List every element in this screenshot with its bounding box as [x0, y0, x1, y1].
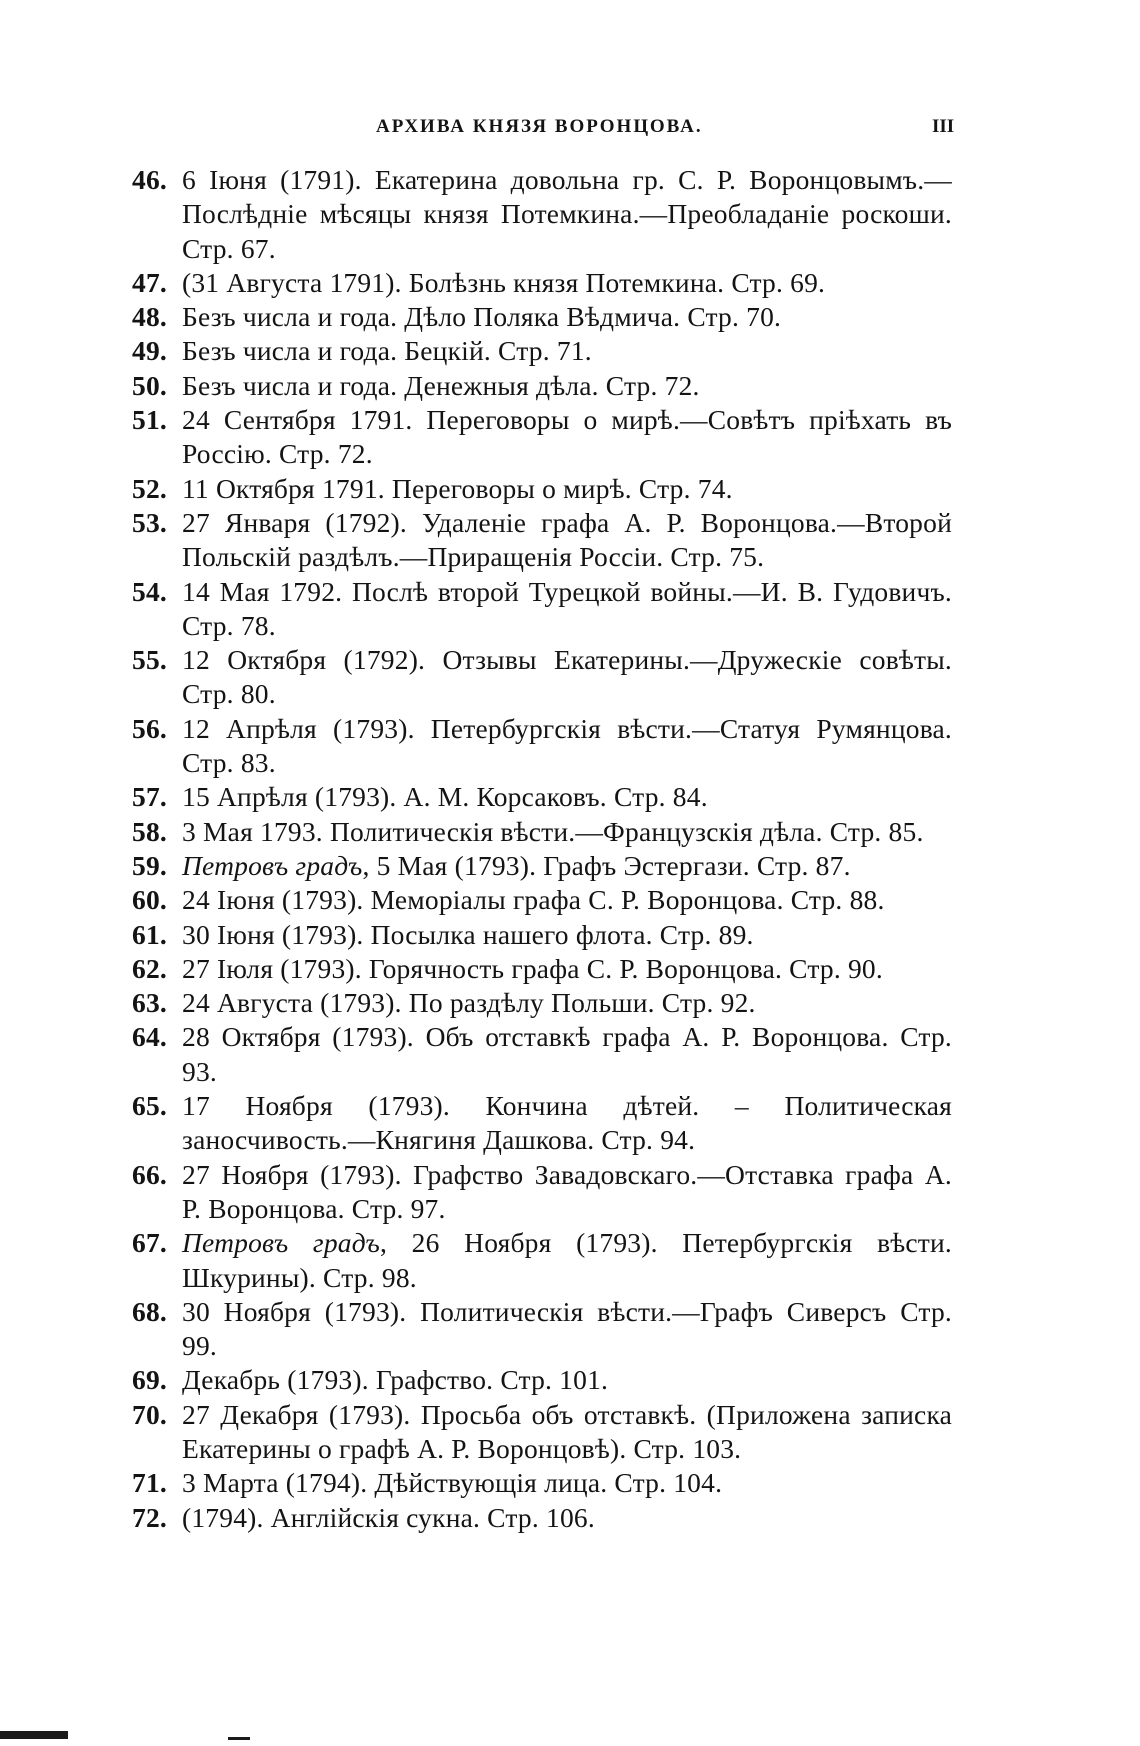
entry-text	[182, 883, 952, 917]
entry-number: 66.	[132, 1158, 167, 1190]
entry-number: 67.	[132, 1227, 167, 1259]
toc-entry	[132, 1398, 952, 1467]
entry-text	[182, 369, 952, 403]
entry-description: 30 Іюня (1793). Посылка нашего флота. Стр. 89.	[182, 918, 754, 950]
entry-description: 14 Мая 1792. Послѣ второй Турецкой войны.—И. В. Гудовичъ. Стр. 78.	[182, 575, 952, 641]
entry-description: Безъ числа и года. Бецкій. Стр. 71.	[182, 335, 592, 367]
entry-description: 12 Апрѣля (1793). Петербургскія вѣсти.—Статуя Румянцова. Стр. 83.	[182, 712, 952, 779]
entry-number: 70.	[132, 1398, 167, 1430]
entry-description: Безъ числа и года. Дѣло Поляка Вѣдмича. Стр. 70.	[182, 301, 782, 333]
page-header	[0, 116, 1140, 146]
entry-number: 53.	[132, 506, 167, 538]
toc-entry	[132, 1501, 952, 1535]
entry-description: (31 Августа 1791). Болѣзнь князя Потемкина. Стр. 69.	[182, 266, 826, 298]
entry-description: 6 Іюня (1791). Екатерина довольна гр. С. Р. Воронцовымъ.—Послѣдніе мѣсяцы князя Потемкина.—Преобладаніе роскоши. Стр. 67.	[182, 164, 952, 264]
entry-description: 28 Октября (1793). Объ отставкѣ графа А. Р. Воронцова. Стр. 93.	[182, 1021, 952, 1087]
entry-text	[182, 1089, 952, 1158]
entry-description: 27 Іюля (1793). Горячность графа С. Р. Воронцова. Стр. 90.	[182, 952, 883, 984]
entry-text	[182, 506, 952, 575]
entry-text	[182, 334, 952, 368]
toc-entry	[132, 403, 952, 472]
entry-number: 55.	[132, 644, 167, 676]
entry-number: 54.	[132, 575, 167, 607]
toc-entry	[132, 918, 952, 952]
entry-text	[182, 918, 952, 952]
toc-entry	[132, 986, 952, 1020]
entry-number: 72.	[132, 1501, 167, 1533]
toc-entry	[132, 1466, 952, 1500]
entry-number: 61.	[132, 918, 167, 950]
entry-number: 57.	[132, 781, 167, 813]
entry-description: 17 Ноября (1793). Кончина дѣтей. – Политическая заносчивость.—Княгиня Дашкова. Стр. 94.	[182, 1090, 952, 1156]
entry-description: 30 Ноября (1793). Политическія вѣсти.—Графъ Сиверсъ Стр. 99.	[182, 1295, 952, 1362]
running-title: АРХИВА КНЯЗЯ ВОРОНЦОВА.	[376, 116, 703, 137]
entry-text	[182, 163, 952, 266]
entry-number: 46.	[132, 164, 167, 195]
entry-place-italic: Петровъ градъ	[182, 849, 363, 881]
entry-text	[182, 643, 952, 712]
entry-text	[182, 952, 952, 986]
entry-number: 62.	[132, 952, 167, 984]
entry-text	[182, 780, 952, 814]
toc-entry	[132, 849, 952, 883]
entry-number: 71.	[132, 1467, 167, 1499]
toc-entry	[132, 163, 952, 266]
entry-text	[182, 1226, 952, 1295]
entry-text	[182, 1363, 952, 1397]
entry-description: 15 Апрѣля (1793). А. М. Корсаковъ. Стр. 84.	[182, 781, 708, 813]
entry-text	[182, 575, 952, 644]
entry-number: 51.	[132, 404, 167, 436]
entry-number: 49.	[132, 335, 167, 367]
toc-entry	[132, 472, 952, 506]
entry-text	[182, 1020, 952, 1089]
entry-description: 12 Октября (1792). Отзывы Екатерины.—Дружескіе совѣты. Стр. 80.	[182, 644, 952, 710]
entry-number: 64.	[132, 1021, 167, 1053]
toc-entry	[132, 780, 952, 814]
toc-entry	[132, 1295, 952, 1364]
entry-text	[182, 266, 952, 300]
entry-description: 27 Декабря (1793). Просьба объ отставкѣ. (Приложена записка Екатерины о графѣ А. Р. Воронцовѣ). Стр. 103.	[182, 1398, 952, 1464]
toc-entry	[132, 643, 952, 712]
toc-entry	[132, 1089, 952, 1158]
table-of-contents	[132, 163, 952, 1535]
toc-entry	[132, 300, 952, 334]
entry-description: Безъ числа и года. Денежныя дѣла. Стр. 72.	[182, 369, 700, 401]
entry-number: 47.	[132, 266, 167, 298]
entry-number: 60.	[132, 884, 167, 916]
toc-entry	[132, 712, 952, 781]
entry-number: 68.	[132, 1295, 167, 1327]
toc-entry	[132, 1226, 952, 1295]
entry-description: 27 Ноября (1793). Графство Завадовскаго.—Отставка графа А. Р. Воронцова. Стр. 97.	[182, 1158, 952, 1224]
entry-text	[182, 300, 952, 334]
entry-number: 56.	[132, 712, 167, 744]
toc-entry	[132, 883, 952, 917]
entry-text	[182, 712, 952, 781]
toc-entry	[132, 1363, 952, 1397]
page-number: III	[932, 116, 955, 137]
scan-artifact-mark	[0, 1731, 68, 1739]
entry-number: 69.	[132, 1364, 167, 1396]
entry-number: 58.	[132, 815, 167, 847]
entry-description: , 26 Ноября (1793). Петербургскія вѣсти. Шкурины). Стр. 98.	[182, 1227, 953, 1293]
entry-text	[182, 849, 952, 883]
entry-text	[182, 472, 952, 506]
entry-text	[182, 1501, 952, 1535]
toc-entry	[132, 952, 952, 986]
entry-description: 24 Августа (1793). По раздѣлу Польши. Стр. 92.	[182, 987, 756, 1019]
entry-number: 63.	[132, 987, 167, 1019]
entry-text	[182, 1466, 952, 1500]
entry-place-italic: Петровъ градъ	[182, 1227, 380, 1259]
scan-artifact-mark	[228, 1737, 250, 1740]
toc-entry	[132, 369, 952, 403]
entry-description: Декабрь (1793). Графство. Стр. 101.	[182, 1364, 609, 1396]
entry-text	[182, 815, 952, 849]
entry-text	[182, 1158, 952, 1227]
entry-description: 27 Января (1792). Удаленіе графа А. Р. Воронцова.—Второй Польскій раздѣлъ.—Приращенія Россіи. Стр. 75.	[182, 506, 952, 573]
entry-description: (1794). Англійскія сукна. Стр. 106.	[182, 1501, 595, 1533]
entry-number: 65.	[132, 1090, 167, 1122]
entry-number: 50.	[132, 369, 167, 401]
entry-description: 11 Октября 1791. Переговоры о мирѣ. Стр. 74.	[182, 472, 733, 504]
toc-entry	[132, 1158, 952, 1227]
entry-number: 52.	[132, 472, 167, 504]
entry-text	[182, 403, 952, 472]
toc-entry	[132, 506, 952, 575]
entry-text	[182, 986, 952, 1020]
entry-description: 24 Іюня (1793). Меморіалы графа С. Р. Воронцова. Стр. 88.	[182, 884, 885, 916]
entry-number: 48.	[132, 301, 167, 333]
toc-entry	[132, 266, 952, 300]
toc-entry	[132, 1020, 952, 1089]
entry-number: 59.	[132, 849, 167, 881]
entry-description: , 5 Мая (1793). Графъ Эстергази. Стр. 87.	[362, 849, 851, 881]
entry-text	[182, 1295, 952, 1364]
entry-text	[182, 1398, 952, 1467]
entry-description: 3 Марта (1794). Дѣйствующія лица. Стр. 104.	[182, 1467, 723, 1499]
toc-entry	[132, 575, 952, 644]
toc-entry	[132, 815, 952, 849]
entry-description: 3 Мая 1793. Политическія вѣсти.—Французскія дѣла. Стр. 85.	[182, 815, 924, 847]
toc-entry	[132, 334, 952, 368]
entry-description: 24 Сентября 1791. Переговоры о мирѣ.—Совѣтъ пріѣхать въ Россію. Стр. 72.	[182, 404, 952, 470]
